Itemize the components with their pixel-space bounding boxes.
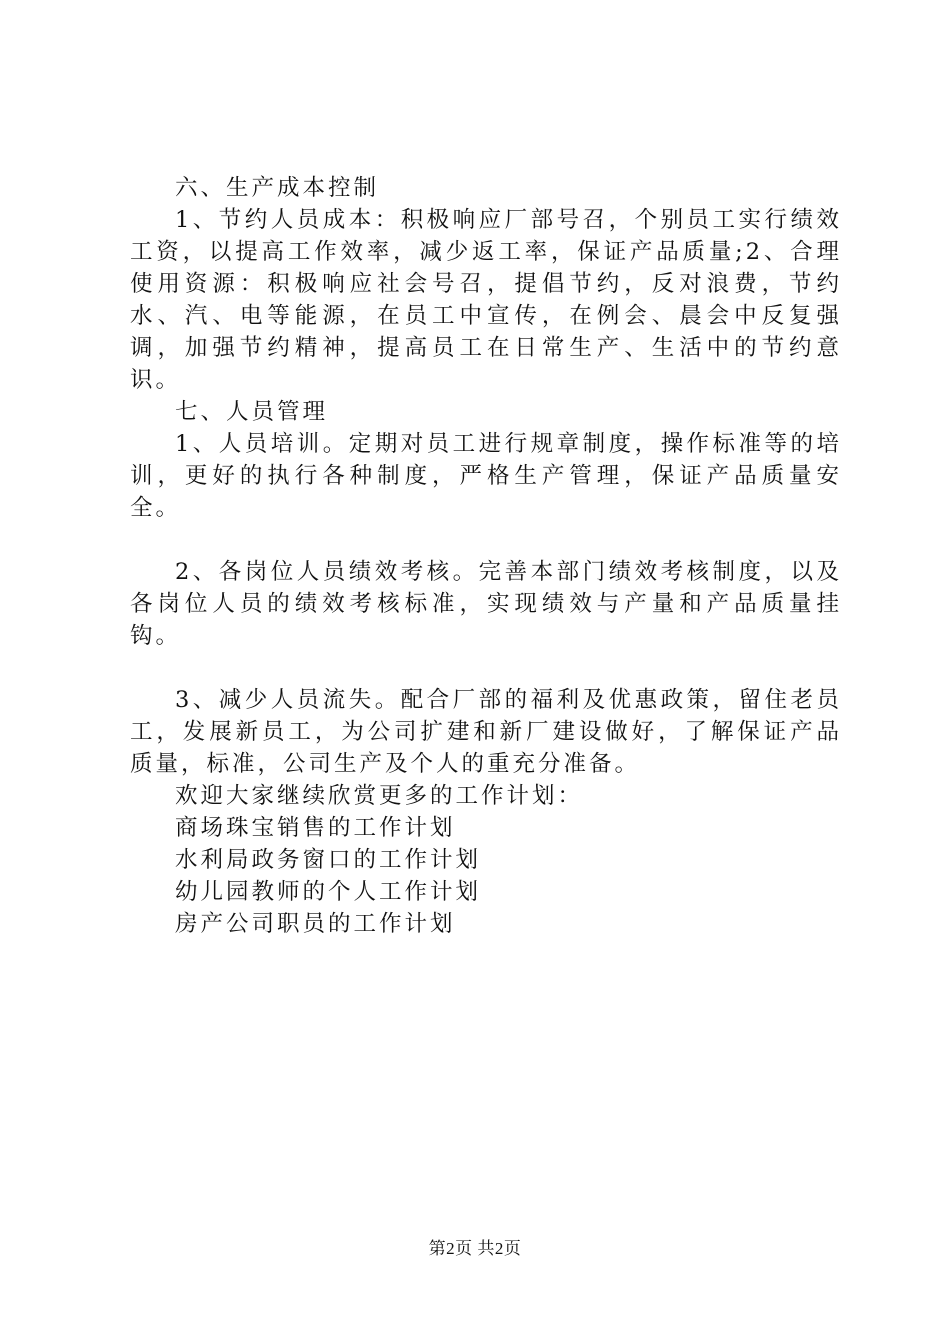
related-intro: 欢迎大家继续欣赏更多的工作计划： [175,783,584,809]
paragraph-retention: 3、减少人员流失。配合厂部的福利及优惠政策，留住老员工，发展新员工，为公司扩建和新厂建设做好，了解保证产品质量，标准，公司生产及个人的重充分准备。 [130,687,842,777]
document-body [130,172,842,940]
paragraph-performance: 2、各岗位人员绩效考核。完善本部门绩效考核制度，以及各岗位人员的绩效考核标准，实现绩效与产量和产品质量挂钩。 [130,559,842,649]
page-footer [0,1238,950,1260]
page-number: 第2页 共2页 [428,1239,522,1258]
section-heading-cost-control: 六、生产成本控制 [175,175,380,201]
related-link[interactable]: 水利局政务窗口的工作计划 [175,847,482,873]
section-heading-personnel: 七、人员管理 [175,399,329,425]
related-link[interactable]: 幼儿园教师的个人工作计划 [175,879,482,905]
paragraph-training: 1、人员培训。定期对员工进行规章制度，操作标准等的培训，更好的执行各种制度，严格生产管理，保证产品质量安全。 [130,431,842,521]
related-link[interactable]: 房产公司职员的工作计划 [175,911,456,937]
paragraph-cost-control: 1、节约人员成本：积极响应厂部号召，个别员工实行绩效工资，以提高工作效率，减少返工率，保证产品质量;2、合理使用资源：积极响应社会号召，提倡节约，反对浪费，节约水、汽、电等能源，在员工中宣传，在例会、晨会中反复强调，加强节约精神，提高员工在日常生产、生活中的节约意识。 [130,207,842,393]
related-link[interactable]: 商场珠宝销售的工作计划 [175,815,456,841]
